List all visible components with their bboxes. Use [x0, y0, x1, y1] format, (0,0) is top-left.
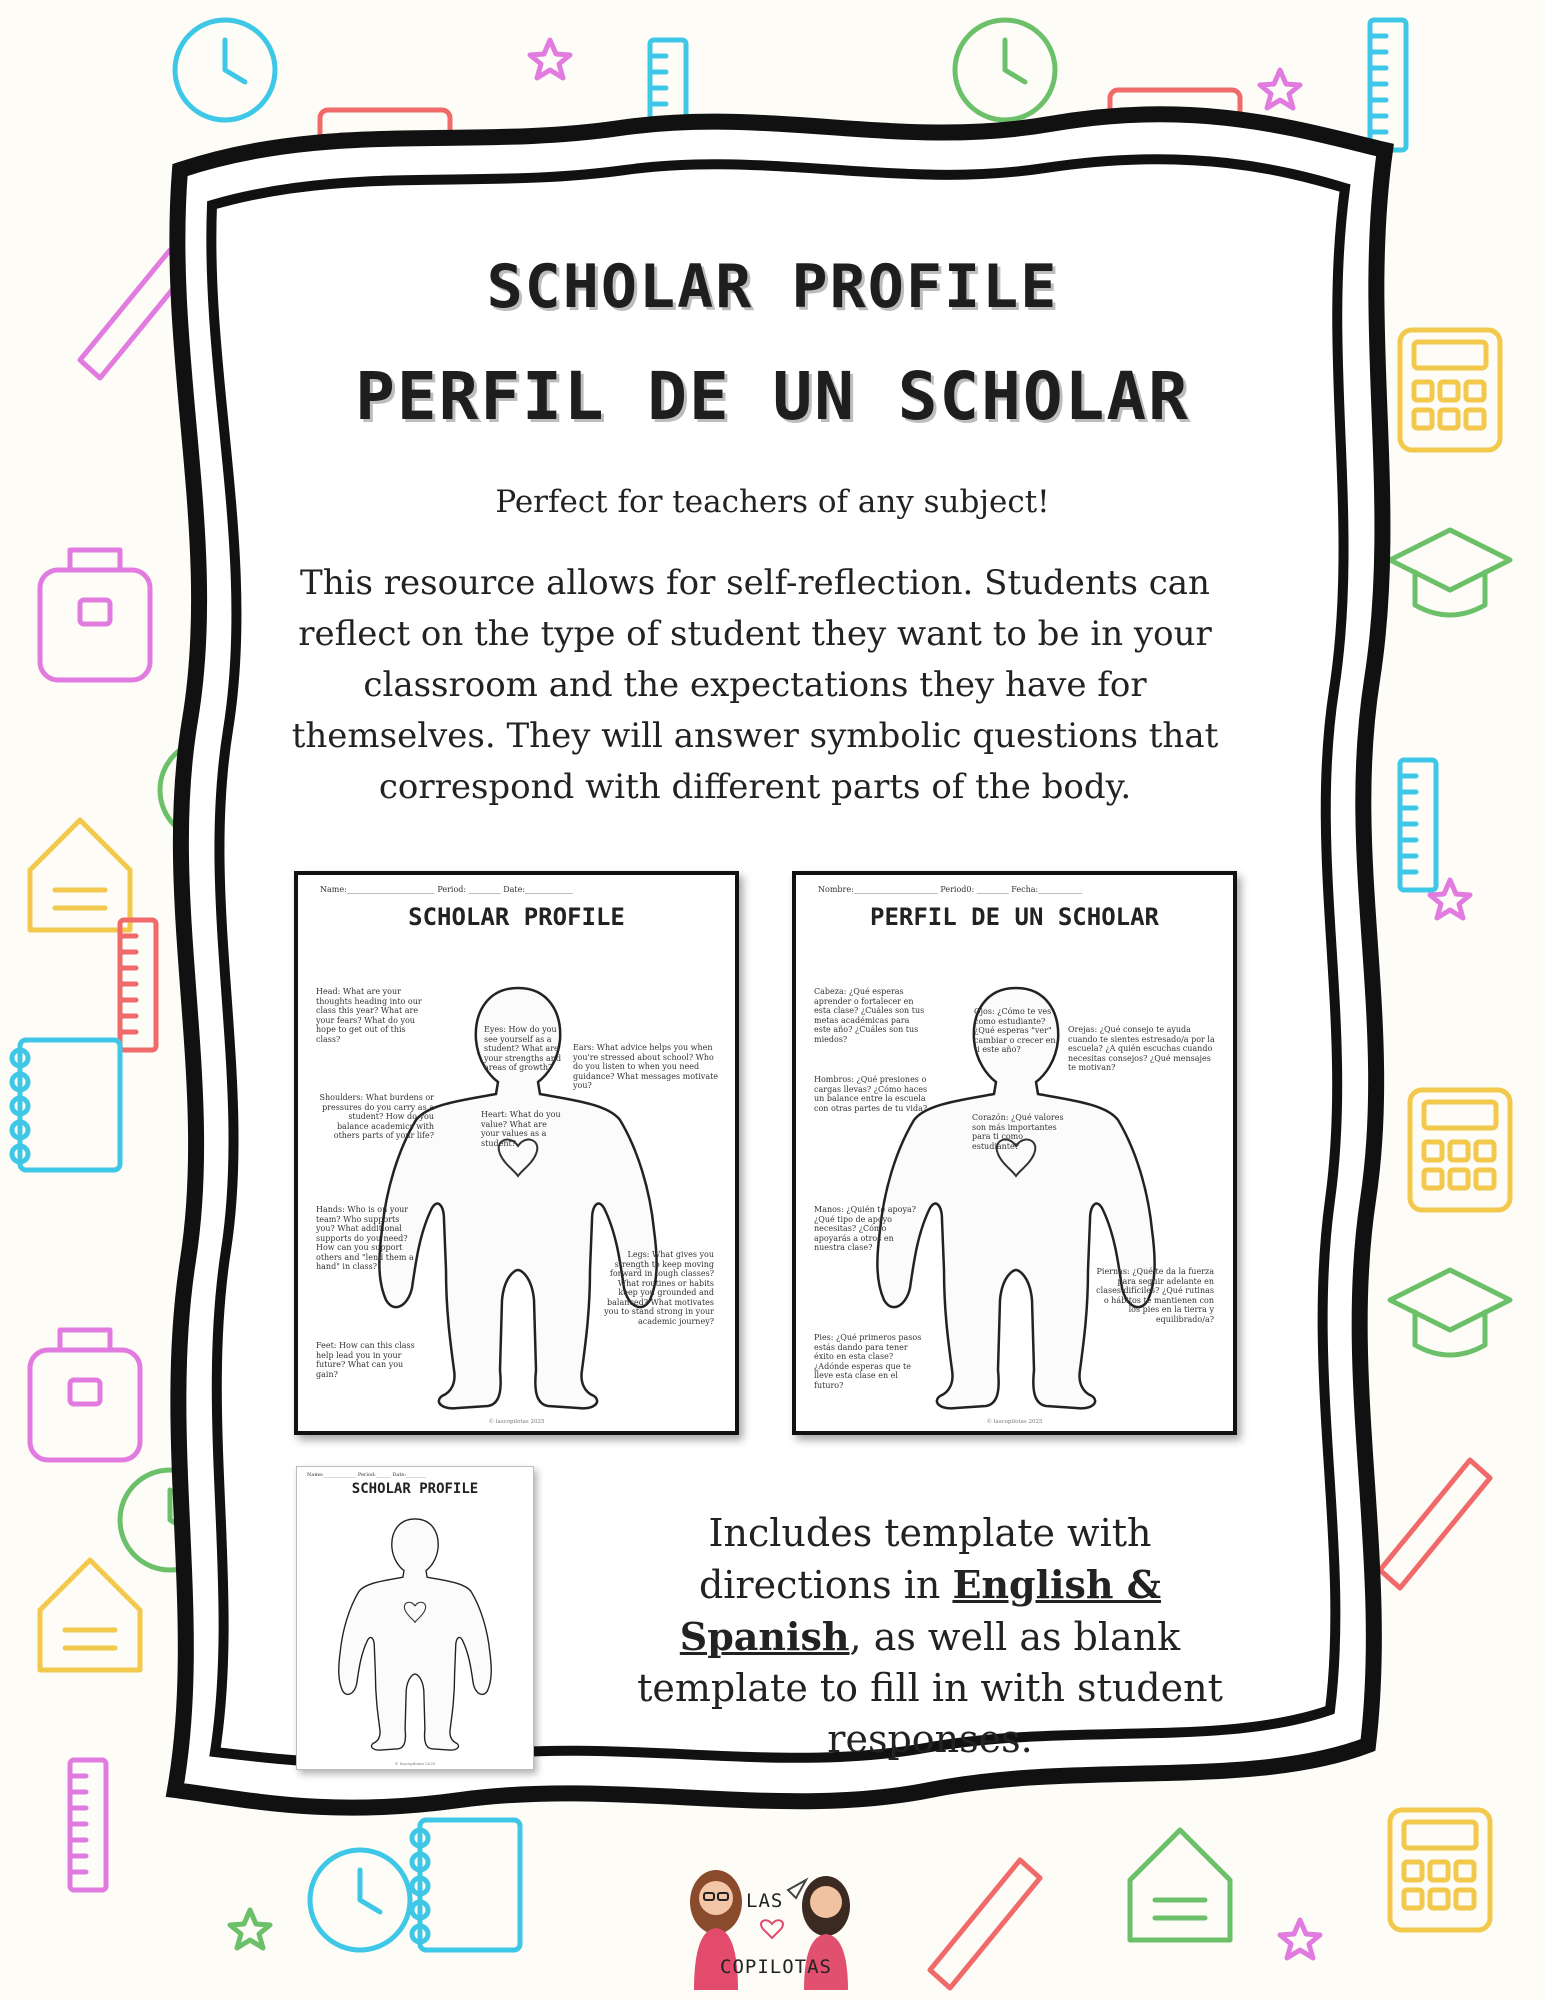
question-heart: Heart: What do you value? What are your values as a student? [481, 1110, 561, 1148]
logo-text-las: LAS [746, 1890, 784, 1912]
preview-spanish-worksheet [792, 871, 1237, 1435]
worksheet-meta-line: Nombre:_____________________ Period0: ________ Fecha:___________ [818, 885, 1083, 894]
description: This resource allows for self-reflection. Students can reflect on the type of student they want to be in your classroom and the expectations they have for themselves. They will answer symbolic questions that correspond with different parts of the body. [291, 563, 1219, 807]
question-shoulders: Hombros: ¿Qué presiones o cargas llevas? ¿Cómo haces un balance entre la escuela con otras partes de tu vida? [814, 1075, 928, 1113]
preview-english-worksheet [294, 871, 739, 1435]
logo-text-copilotas: COPILOTAS [720, 1956, 832, 1978]
worksheet-title: PERFIL DE UN SCHOLAR [870, 903, 1159, 931]
question-shoulders: Shoulders: What burdens or pressures do you carry as a student? How do you balance academics with others parts of your life? [319, 1093, 434, 1140]
worksheet-title: SCHOLAR PROFILE [408, 903, 625, 931]
question-feet: Pies: ¿Qué primeros pasos estás dando para tener éxito en esta clase? ¿Adónde esperas que te lleve esta clase en el futuro? [814, 1333, 922, 1390]
body-outline [327, 1505, 503, 1755]
title-english: SCHOLAR PROFILE [486, 252, 1059, 322]
question-hands: Hands: Who is on your team? Who supports you? What additional supports do you need? How can you support others and "lend them a hand" in class? [316, 1205, 414, 1271]
worksheet-title: SCHOLAR PROFILE [351, 1481, 479, 1497]
title-spanish: PERFIL DE UN SCHOLAR [355, 358, 1190, 435]
question-legs: Legs: What gives you strength to keep moving forward in tough classes? What routines or habits keep you grounded and balanced? What motivates you to stand strong in your academic journey? [604, 1250, 714, 1326]
question-head: Cabeza: ¿Qué esperas aprender o fortalecer en esta clase? ¿Cuáles son tus metas académicas para este año? ¿Cuáles son tus miedos? [814, 987, 925, 1044]
las-copilotas-logo [680, 1850, 860, 1990]
question-eyes: Ojos: ¿Cómo te ves como estudiante? ¿Qué esperas "ver" cambiar o crecer en ti este año? [974, 1007, 1056, 1054]
question-feet: Feet: How can this class help lead you in your future? What can you gain? [316, 1341, 415, 1379]
tagline: Perfect for teachers of any subject! [495, 484, 1050, 520]
question-ears: Orejas: ¿Qué consejo te ayuda cuando te sientes estresado/a por la escuela? ¿A quién escuchas cuando necesitas consejos? ¿Qué mensajes te motivan? [1068, 1025, 1215, 1072]
includes-text [620, 1508, 1240, 1765]
copyright: © lascopilotas 2025 [488, 1419, 545, 1425]
question-head: Head: What are your thoughts heading into our class this year? What are your fears? What do you hope to get out of this class? [316, 987, 422, 1044]
question-ears: Ears: What advice helps you when you're stressed about school? Who do you listen to when you need guidance? What messages motivate you? [573, 1043, 719, 1090]
question-heart: Corazón: ¿Qué valores son más importantes para ti como estudiante? [972, 1113, 1064, 1151]
includes-highlight: English & Spanish [679, 1562, 1162, 1659]
preview-blank-worksheet [296, 1466, 534, 1770]
copyright: © lascopilotas 2025 [986, 1419, 1043, 1425]
worksheet-meta-line: Name:_____________ Period:______ Date:________ [307, 1472, 427, 1478]
question-hands: Manos: ¿Quién te apoya? ¿Qué tipo de apoyo necesitas? ¿Cómo apoyarás a otros en nuestra clase? [814, 1205, 917, 1252]
worksheet-meta-line: Name:______________________ Period: ________ Date:____________ [320, 885, 574, 894]
question-eyes: Eyes: How do you see yourself as a student? What are your strengths and areas of growth? [484, 1025, 562, 1072]
copyright: © lascopilotas 2025 [394, 1761, 436, 1766]
question-legs: Piernas: ¿Qué te da la fuerza para seguir adelante en clases difíciles? ¿Qué rutinas o hábitos te mantienen con los pies en la tierra y equilibrado/a? [1096, 1267, 1214, 1324]
includes-text-start: Includes template with directions in [698, 1511, 1152, 1607]
body-silhouette [339, 1519, 491, 1750]
includes-text-end: , as well as blank template to fill in with student responses. [637, 1615, 1223, 1761]
